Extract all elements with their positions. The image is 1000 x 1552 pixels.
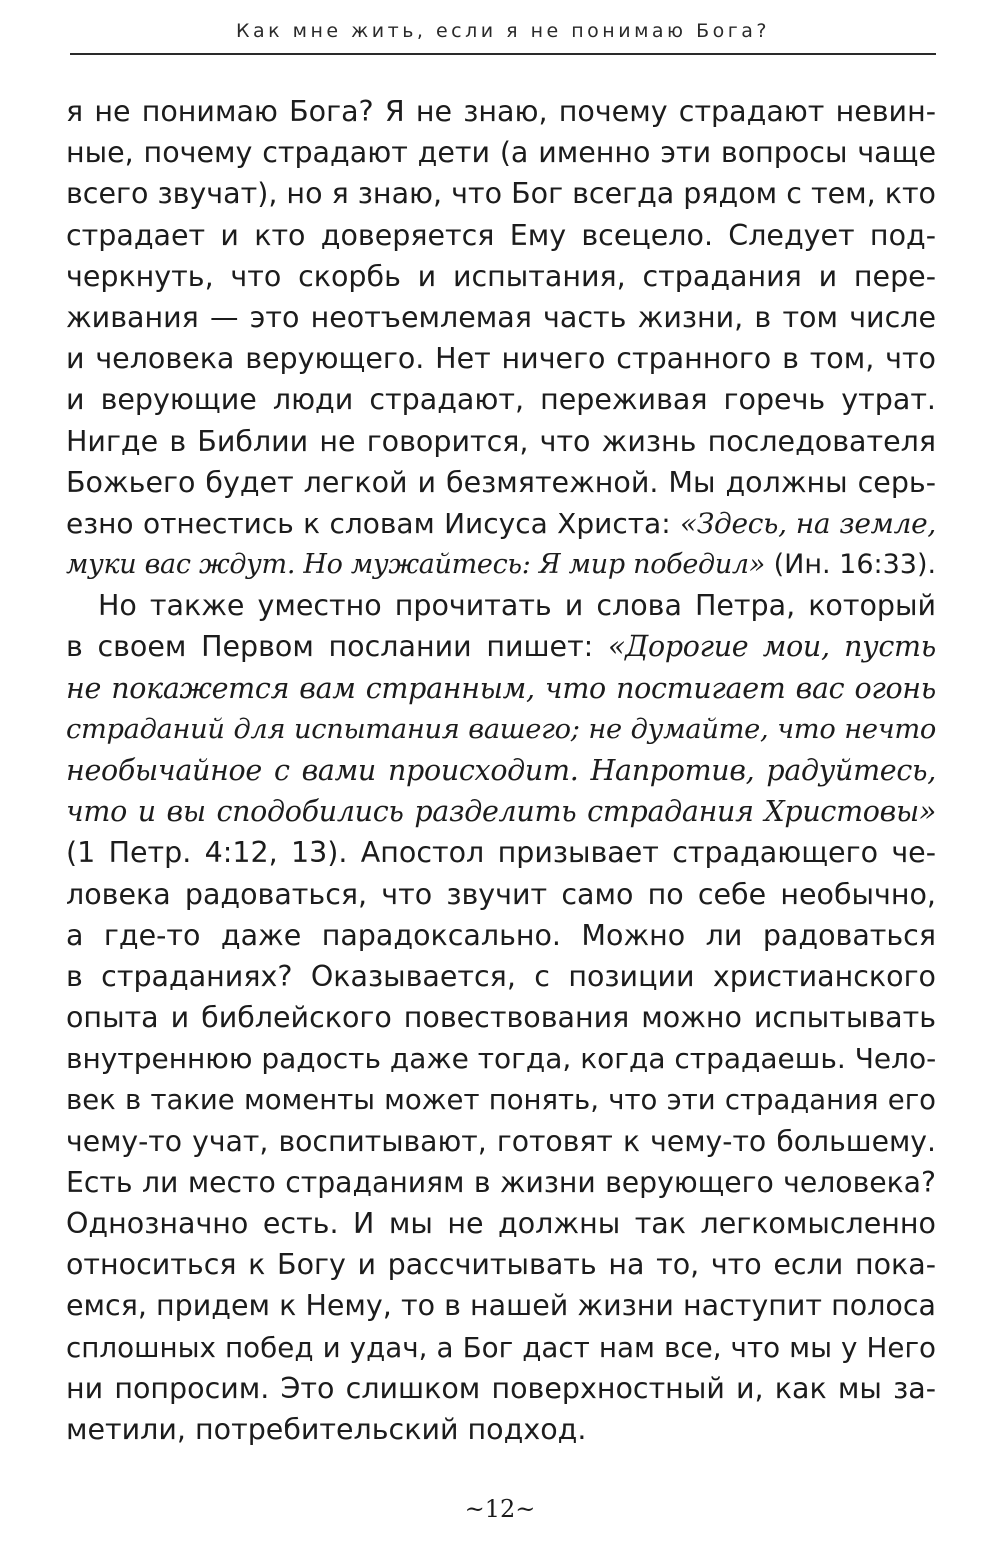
body-text-run: Есть ли место страданиям в жизни верующего человека? (66, 1165, 936, 1199)
text-line (66, 709, 936, 750)
body-text-run: ные, почему страдают дети (а именно эти вопросы чаще (66, 136, 936, 170)
text-line (66, 915, 936, 956)
text-line (66, 832, 936, 873)
text-line (66, 1121, 936, 1162)
body-text-run: всего звучат), но я знаю, что Бог всегда рядом с тем, кто (66, 177, 936, 211)
text-line (66, 1244, 936, 1285)
body-text-run: я не понимаю Бога? Я не знаю, почему страдают невин- (66, 95, 936, 128)
quote-text: что и вы сподобились разделить страдания Христовы» (66, 795, 936, 829)
text-line (66, 1368, 936, 1409)
body-text-run: страдает и кто доверяется Ему всецело. Следует под- (66, 218, 936, 252)
text-line (66, 997, 936, 1038)
quote-text: муки вас ждут. Но мужайтесь: Я мир победил» (66, 549, 766, 581)
page-number: ~12~ (464, 1495, 536, 1523)
body-text-run: метили, потребительский подход. (66, 1413, 587, 1446)
text-line (66, 132, 936, 173)
text-line (66, 874, 936, 915)
body-text-run: относиться к Богу и рассчитывать на то, что если пока- (66, 1248, 936, 1282)
text-line (66, 1080, 936, 1121)
text-line (66, 256, 936, 297)
text-line (66, 173, 936, 214)
text-line (66, 503, 936, 544)
body-text-run: внутреннюю радость даже тогда, когда страдаешь. Чело- (66, 1042, 937, 1076)
text-line (66, 668, 936, 709)
text-line (66, 462, 936, 503)
text-line (66, 1203, 936, 1244)
body-text-run: Божьего будет легкой и безмятежной. Мы должны серь- (66, 465, 936, 499)
body-text-run: (Ин. 16:33). (765, 549, 937, 581)
text-line (66, 297, 936, 338)
body-text-run: век в такие моменты может понять, что эти страдания его (66, 1083, 936, 1116)
body-text-run: и верующие люди страдают, переживая горечь утрат. (66, 383, 936, 417)
text-line (66, 544, 936, 585)
text-line (66, 1038, 936, 1079)
quote-text: «Здесь, на земле, (680, 506, 936, 540)
text-line (66, 91, 936, 132)
body-text-run: езно отнестись к словам Иисуса Христа: (66, 506, 681, 540)
body-text-run: черкнуть, что скорбь и испытания, страдания и пере- (66, 259, 936, 293)
body-text-run: Однозначно есть. И мы не должны так легкомысленно (66, 1207, 936, 1241)
text-line (66, 1327, 936, 1368)
text-line (66, 626, 936, 667)
body-text-run: опыта и библейского повествования можно испытывать (66, 1001, 936, 1035)
body-text-run: (1 Петр. 4:12, 13). Апостол призывает страдающего че- (66, 836, 936, 870)
quote-text: «Дорогие мои, пусть (607, 630, 937, 664)
text-line (66, 585, 936, 626)
body-text-run: Но также уместно прочитать и слова Петра, который (98, 589, 936, 623)
body-text-run: в страданиях? Оказывается, с позиции христианского (66, 959, 936, 993)
text-line (66, 791, 936, 832)
text-line (66, 1285, 936, 1326)
text-line (66, 215, 936, 256)
text-line (66, 338, 936, 379)
text-line (66, 1162, 936, 1203)
body-text-run: и человека верующего. Нет ничего странного в том, что (66, 342, 936, 376)
text-line (66, 956, 936, 997)
body-text-run: живания — это неотъемлемая часть жизни, в том числе (66, 300, 936, 334)
text-line (66, 1409, 936, 1450)
body-text-run: Нигде в Библии не говорится, что жизнь последователя (66, 424, 936, 458)
header-rule (70, 53, 936, 55)
body-text-run: в своем Первом послании пишет: (66, 630, 608, 664)
quote-text: необычайное с вами происходит. Напротив, радуйтесь, (66, 754, 936, 787)
body-text-run: емся, придем к Нему, то в нашей жизни наступит полоса (66, 1289, 936, 1323)
body-text-run: сплошных побед и удач, а Бог даст нам все, что мы у Него (66, 1330, 936, 1364)
running-head-title: Как мне жить, если я не понимаю Бога? (236, 20, 770, 42)
body-text-run: ни попросим. Это слишком поверхностный и, как мы за- (66, 1371, 936, 1405)
text-line (66, 421, 936, 462)
quote-text: страданий для испытания вашего; не думайте, что нечто (66, 713, 936, 745)
body-text (66, 91, 936, 1450)
body-text-run: ловека радоваться, что звучит само по себе необычно, (66, 877, 936, 911)
body-text-run: чему-то учат, воспитывают, готовят к чему-то большему. (66, 1124, 936, 1158)
text-line (66, 750, 936, 791)
text-line (66, 379, 936, 420)
body-text-run: а где-то даже парадоксально. Можно ли радоваться (66, 918, 936, 952)
quote-text: не покажется вам странным, что постигает вас огонь (66, 671, 936, 705)
